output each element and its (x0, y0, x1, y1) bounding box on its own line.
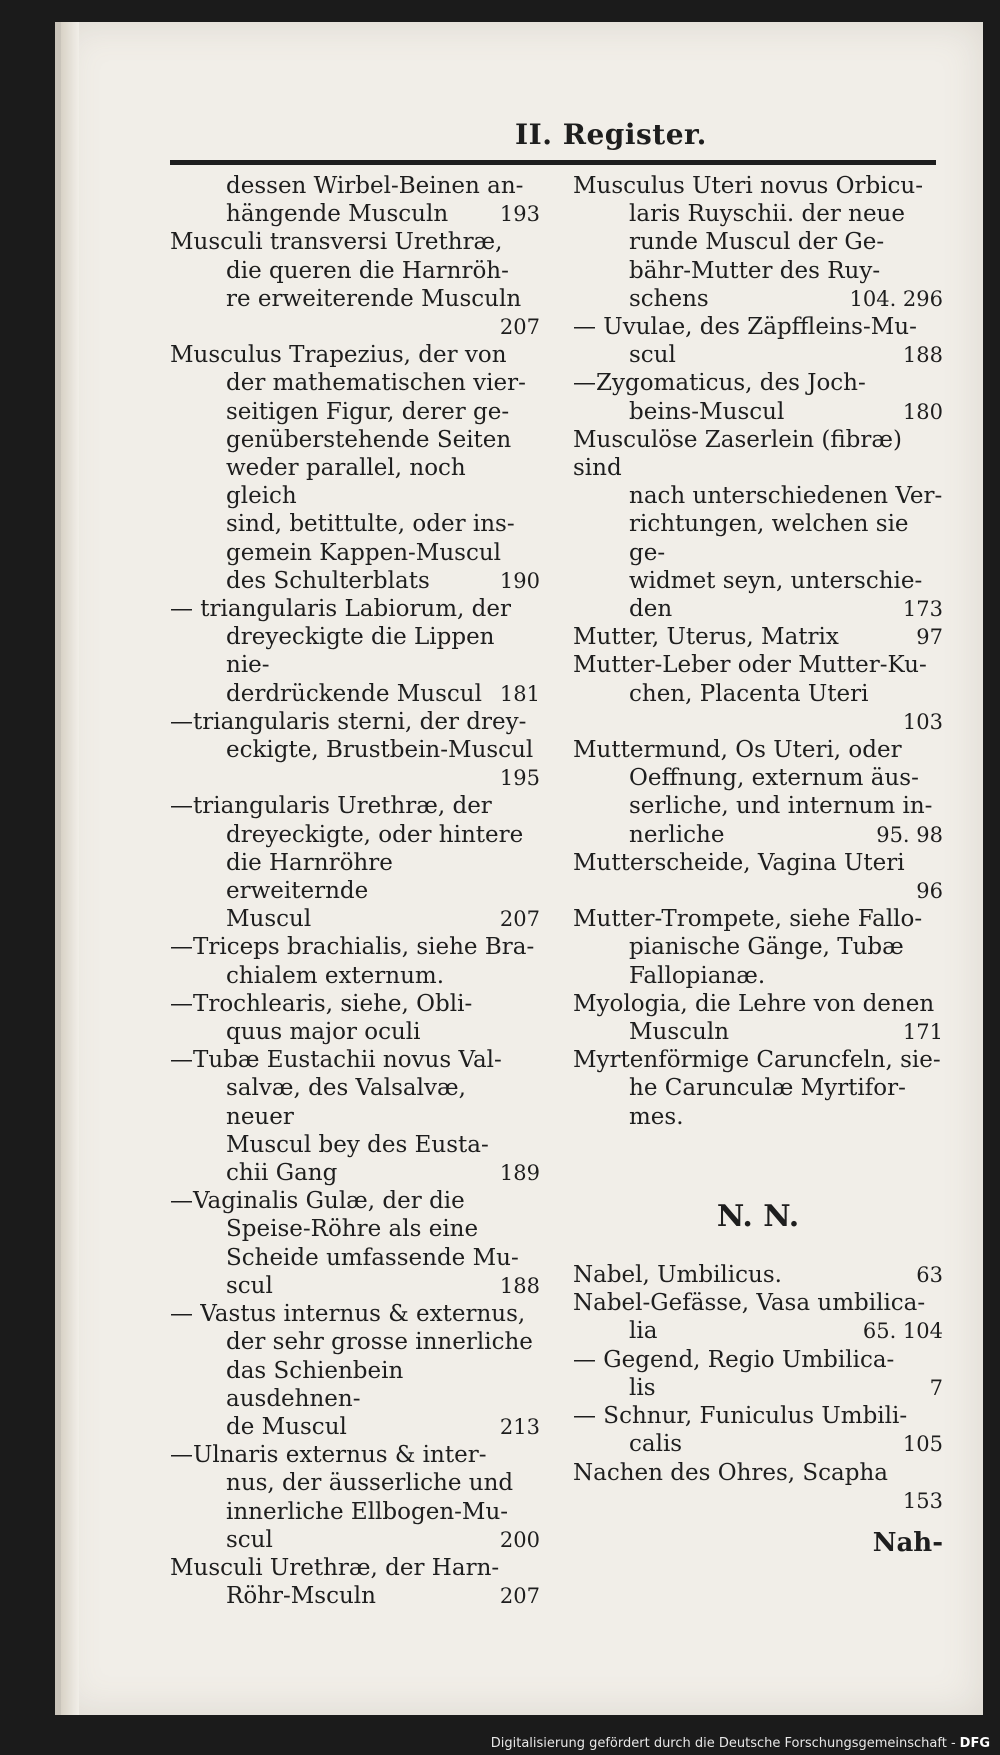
index-entry (573, 172, 943, 313)
entry-text: Mutterscheide, Vagina Uteri (573, 849, 905, 876)
footer-text: Digitalisierung gefördert durch die Deutsche Forschungsgemeinschaft - (490, 1736, 956, 1751)
entry-line (170, 398, 540, 426)
page-number: 207 (499, 1584, 540, 1609)
entry-line (573, 567, 943, 595)
entry-line (170, 1498, 540, 1526)
page-number: 207 (499, 907, 540, 932)
entry-line (573, 1261, 943, 1289)
entry-line (170, 567, 540, 595)
entry-text: innerliche Ellbogen-Mu- (226, 1498, 509, 1525)
entry-text: richtungen, welchen sie ge- (629, 511, 909, 566)
section-heading: N. N. (716, 1198, 800, 1234)
entry-line (573, 736, 943, 764)
page-number: 96 (916, 879, 943, 904)
entry-line (573, 680, 943, 708)
entry-text: nach unterschiedenen Ver- (629, 483, 943, 510)
entry-text: Musculus Trapezius, der von (170, 342, 507, 369)
right-column-entries-m (573, 172, 943, 1131)
entry-line (170, 1272, 540, 1300)
index-entry (170, 1046, 540, 1187)
index-entry (170, 1187, 540, 1300)
entry-line (573, 285, 943, 313)
entry-line (170, 1413, 540, 1441)
entry-line (170, 1526, 540, 1554)
entry-text: den (629, 596, 673, 623)
entry-text: Nabel, Umbilicus. (573, 1262, 782, 1289)
entry-text: Muttermund, Os Uteri, oder (573, 737, 902, 764)
entry-text: nerliche (629, 821, 725, 848)
entry-text: — Gegend, Regio Umbilica- (573, 1346, 895, 1373)
entry-text: serliche, und internum in- (629, 793, 933, 820)
index-entry (573, 369, 943, 425)
entry-line (170, 1357, 540, 1413)
index-entry (573, 905, 943, 990)
entry-text: nus, der äusserliche und (226, 1470, 514, 1497)
entry-line (170, 1046, 540, 1074)
index-entry (170, 595, 540, 708)
digitization-footer (487, 1734, 994, 1753)
entry-line (573, 398, 943, 426)
entry-text: Nabel-Gefässe, Vasa umbilica- (573, 1290, 926, 1317)
index-entry (170, 228, 540, 341)
entry-line (170, 454, 540, 510)
index-entry (170, 341, 540, 595)
entry-line (573, 1018, 943, 1046)
entry-line (170, 1074, 540, 1130)
entry-text: —triangularis sterni, der drey- (170, 708, 527, 735)
entry-line (573, 595, 943, 623)
entry-text: chii Gang (226, 1160, 338, 1187)
entry-text: —Tubæ Eustachii novus Val- (170, 1047, 502, 1074)
left-column (170, 172, 540, 1610)
entry-line (170, 285, 540, 313)
index-entry (573, 1402, 943, 1458)
index-entry (170, 933, 540, 989)
entry-line (573, 1046, 943, 1074)
entry-line (170, 228, 540, 256)
entry-text: — Vastus internus & externus, (170, 1301, 526, 1328)
page-number: 97 (916, 625, 943, 650)
entry-text: runde Muscul der Ge- (629, 229, 885, 256)
entry-line (170, 1131, 540, 1159)
page-number: 207 (499, 315, 540, 340)
entry-text: dreyeckigte die Lippen nie- (226, 624, 495, 679)
entry-line (573, 1346, 943, 1374)
entry-line (170, 200, 540, 228)
header-rule (170, 160, 936, 165)
dfg-badge: DFG (959, 1736, 990, 1751)
entry-text: scul (226, 1526, 273, 1553)
page-number: 173 (902, 597, 943, 622)
page-number: 190 (499, 568, 540, 593)
entry-line (573, 341, 943, 369)
entry-text: chialem externum. (226, 962, 445, 989)
entry-text: — Uvulae, des Zäpffleins-Mu- (573, 314, 917, 341)
entry-line (170, 539, 540, 567)
entry-text: —Zygomaticus, des Joch- (573, 370, 866, 397)
entry-line (170, 792, 540, 820)
entry-text: genüberstehende Seiten (226, 426, 512, 453)
page-number: 195 (499, 766, 540, 791)
entry-text: mes. (629, 1103, 684, 1130)
entry-line (170, 849, 540, 905)
entry-text: derdrückende Muscul (226, 680, 482, 707)
entry-line (170, 1328, 540, 1356)
entry-line (170, 595, 540, 623)
page-number: 153 (902, 1488, 943, 1513)
entry-text: widmet seyn, unterschie- (629, 567, 923, 594)
entry-text: —triangularis Urethræ, der (170, 793, 492, 820)
entry-line (573, 792, 943, 820)
entry-line (573, 1430, 943, 1458)
entry-text: Mutter-Trompete, siehe Fallo- (573, 906, 923, 933)
entry-text: Scheide umfassende Mu- (226, 1244, 519, 1271)
page-number: 105 (902, 1432, 943, 1457)
entry-line (573, 369, 943, 397)
entry-text: hängende Musculn (226, 201, 449, 228)
page-number: 103 (902, 709, 943, 734)
entry-text: lia (629, 1318, 658, 1345)
entry-text: Oeffnung, externum äus- (629, 765, 919, 792)
entry-line (573, 1103, 943, 1131)
entry-line (573, 1374, 943, 1402)
entry-text: das Schienbein ausdehnen- (226, 1357, 404, 1412)
index-entry (170, 708, 540, 793)
page-number: 171 (902, 1020, 943, 1045)
page-number: 95. 98 (876, 822, 943, 847)
index-entry (170, 1300, 540, 1441)
entry-line (573, 1402, 943, 1430)
index-entry (573, 1289, 943, 1345)
entry-text: pianische Gänge, Tubæ (629, 934, 904, 961)
page-number: 65. 104 (862, 1319, 943, 1344)
entry-text: Musculn (629, 1019, 730, 1046)
entry-text: sind, betittulte, oder ins- (226, 511, 515, 538)
entry-text: scul (226, 1272, 273, 1299)
right-column (573, 172, 943, 1557)
entry-text: die queren die Harnröh- (226, 257, 509, 284)
entry-text: chen, Placenta Uteri (629, 680, 869, 707)
entry-line (170, 708, 540, 736)
entry-text: he Carunculæ Myrtifor- (629, 1075, 906, 1102)
entry-line (573, 651, 943, 679)
entry-text: Röhr-Msculn (226, 1583, 376, 1610)
entry-line (170, 510, 540, 538)
entry-text: Musculus Uteri novus Orbicu- (573, 173, 924, 199)
entry-text: Mutter, Uterus, Matrix (573, 624, 839, 651)
entry-text: —Vaginalis Gulæ, der die (170, 1188, 465, 1215)
entry-line (573, 962, 943, 990)
entry-line (170, 821, 540, 849)
entry-line (170, 1159, 540, 1187)
entry-line (573, 482, 943, 510)
entry-text: laris Ruyschii. der neue (629, 201, 905, 228)
running-header: II. Register. (515, 118, 707, 151)
page-number: 188 (499, 1273, 540, 1298)
entry-line (170, 990, 540, 1018)
entry-text: Myologia, die Lehre von denen (573, 990, 935, 1017)
entry-line (573, 764, 943, 792)
page-number: 189 (499, 1161, 540, 1186)
entry-text: beins-Muscul (629, 398, 785, 425)
index-entry (573, 990, 943, 1046)
entry-text: Musculöse Zaserlein (fibræ) sind (573, 426, 902, 482)
index-entry (573, 313, 943, 369)
entry-line (170, 1244, 540, 1272)
entry-text: Musculi transversi Urethræ, (170, 229, 503, 256)
page-gutter (61, 22, 79, 1715)
entry-text: dessen Wirbel-Beinen an- (226, 173, 524, 199)
page-number: 180 (902, 399, 943, 424)
entry-text: quus major oculi (226, 1019, 421, 1046)
entry-line (170, 1554, 540, 1582)
right-column-entries-n (573, 1261, 943, 1515)
entry-line (170, 1300, 540, 1328)
entry-line (573, 990, 943, 1018)
entry-text: —Triceps brachialis, siehe Bra- (170, 934, 535, 961)
entry-line (573, 313, 943, 341)
entry-text: bähr-Mutter des Ruy- (629, 257, 881, 284)
entry-line (170, 905, 540, 933)
index-entry (170, 990, 540, 1046)
entry-line (170, 1582, 540, 1610)
entry-line (170, 1018, 540, 1046)
entry-line (170, 1187, 540, 1215)
page-number: 104. 296 (849, 286, 943, 311)
entry-text: re erweiterende Musculn (226, 285, 522, 312)
entry-text: gemein Kappen-Muscul (226, 539, 501, 566)
entry-line (170, 172, 540, 200)
entry-text: eckigte, Brustbein-Muscul (226, 737, 534, 764)
entry-line (573, 933, 943, 961)
entry-line (573, 228, 943, 256)
entry-text: Nachen des Ohres, Scapha (573, 1459, 889, 1486)
index-entry (170, 1554, 540, 1610)
entry-line (573, 200, 943, 228)
entry-line (573, 172, 943, 200)
entry-text: —Ulnaris externus & inter- (170, 1442, 487, 1469)
page-number: 200 (499, 1527, 540, 1552)
page-number: 213 (499, 1414, 540, 1439)
index-entry (573, 623, 943, 651)
entry-line (573, 510, 943, 566)
entry-line (573, 821, 943, 849)
entry-text: Musculi Urethræ, der Harn- (170, 1554, 500, 1581)
index-entry (573, 1046, 943, 1131)
index-entry (170, 172, 540, 228)
index-entry (573, 849, 943, 905)
page-number: 181 (499, 681, 540, 706)
entry-line (573, 1074, 943, 1102)
entry-line (170, 426, 540, 454)
entry-line (573, 426, 943, 482)
entry-text: Muscul (226, 906, 312, 933)
entry-text: seitigen Figur, derer ge- (226, 398, 510, 425)
page-number: 193 (499, 202, 540, 227)
entry-text: scul (629, 342, 676, 369)
entry-text: Fallopianæ. (629, 962, 766, 989)
entry-line (573, 257, 943, 285)
entry-line (170, 257, 540, 285)
entry-text: lis (629, 1374, 656, 1401)
entry-text: de Muscul (226, 1413, 347, 1440)
index-entry (573, 1346, 943, 1402)
entry-line (573, 623, 943, 651)
entry-text: Speise-Röhre als eine (226, 1216, 479, 1243)
entry-text: — Schnur, Funiculus Umbili- (573, 1403, 908, 1430)
index-entry (170, 792, 540, 933)
index-entry (573, 1261, 943, 1289)
entry-text: der sehr grosse innerliche (226, 1329, 533, 1356)
entry-line (573, 849, 943, 877)
entry-text: des Schulterblats (226, 567, 430, 594)
entry-text: salvæ, des Valsalvæ, neuer (226, 1075, 466, 1130)
entry-text: weder parallel, noch gleich (226, 455, 466, 510)
entry-text: calis (629, 1431, 683, 1458)
entry-text: schens (629, 285, 709, 312)
entry-line (573, 1459, 943, 1487)
entry-line (170, 369, 540, 397)
entry-line (170, 680, 540, 708)
index-entry (573, 651, 943, 736)
entry-line (170, 341, 540, 369)
entry-text: Mutter-Leber oder Mutter-Ku- (573, 652, 927, 679)
entry-text: die Harnröhre erweiternde (226, 849, 393, 905)
index-entry (170, 1441, 540, 1554)
entry-line (170, 962, 540, 990)
entry-line (170, 1215, 540, 1243)
entry-line (170, 933, 540, 961)
entry-line (170, 1469, 540, 1497)
entry-line (170, 1441, 540, 1469)
entry-text: — triangularis Labiorum, der (170, 596, 511, 623)
entry-text: der mathematischen vier- (226, 370, 526, 397)
entry-line (170, 623, 540, 679)
entry-line (573, 1317, 943, 1345)
index-entry (573, 426, 943, 623)
index-entry (573, 1459, 943, 1515)
entry-line (573, 1289, 943, 1317)
entry-text: —Trochlearis, siehe, Obli- (170, 990, 473, 1017)
catchword: Nah- (872, 1527, 943, 1558)
page-number: 7 (929, 1375, 943, 1400)
page-number: 188 (902, 343, 943, 368)
entry-text: dreyeckigte, oder hintere (226, 821, 524, 848)
page-number: 63 (916, 1263, 943, 1288)
entry-line (170, 736, 540, 764)
entry-line (573, 905, 943, 933)
index-entry (573, 736, 943, 849)
entry-text: Muscul bey des Eusta- (226, 1131, 489, 1158)
entry-text: Myrtenförmige Caruncfeln, sie- (573, 1047, 941, 1074)
